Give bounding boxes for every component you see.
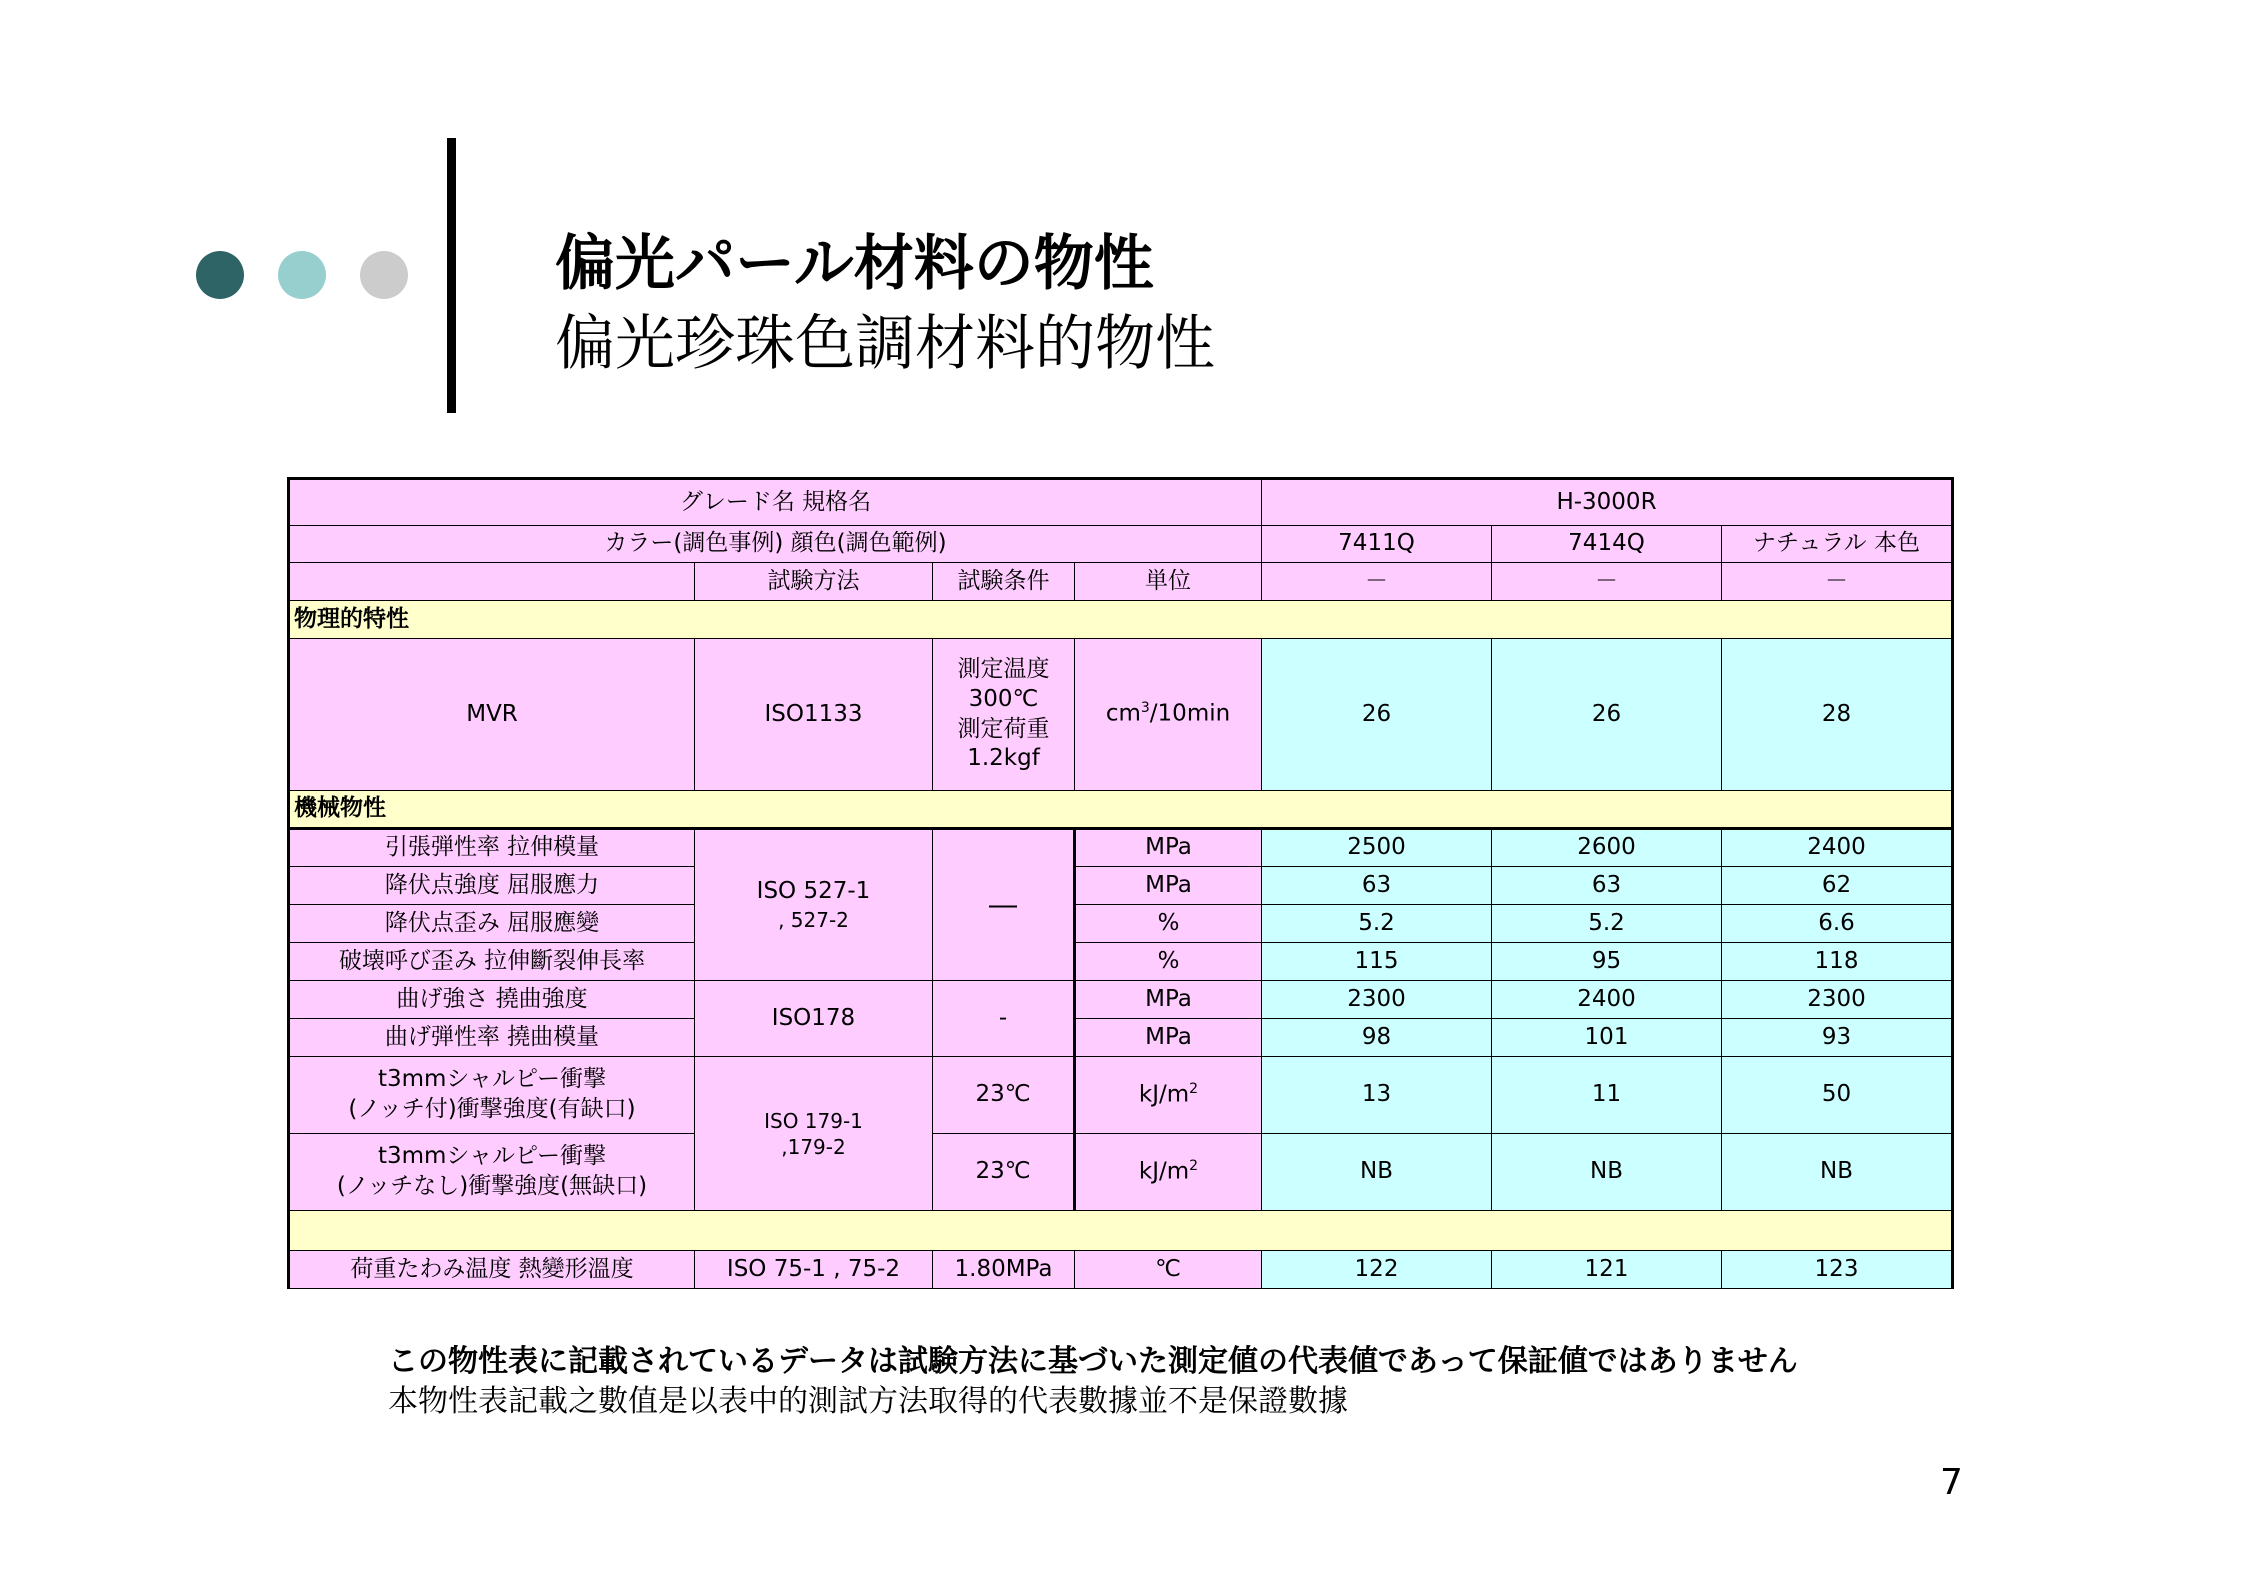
grade-value: H-3000R xyxy=(1262,479,1953,526)
value: 118 xyxy=(1722,943,1953,981)
value: 62 xyxy=(1722,867,1953,905)
grade-label: グレード名 規格名 xyxy=(289,479,1262,526)
flex-method: ISO178 xyxy=(695,981,933,1057)
unit: MPa xyxy=(1075,829,1262,867)
mvr-value: 28 xyxy=(1722,639,1953,791)
unit: $kJ/m^2$ xyxy=(1075,1134,1262,1211)
property-name: 曲げ弾性率 撓曲模量 xyxy=(289,1019,695,1057)
tensile-method: ISO 527-1 , 527-2 xyxy=(695,829,933,981)
value: 123 xyxy=(1722,1251,1953,1289)
mvr-unit: $cm^3/10\min$ xyxy=(1075,639,1262,791)
value: NB xyxy=(1492,1134,1722,1211)
section-mechanical: 機械物性 xyxy=(289,791,1953,829)
header-dash: － xyxy=(1722,563,1953,601)
header-empty xyxy=(289,563,695,601)
header-unit: 単位 xyxy=(1075,563,1262,601)
unit: $kJ/m^2$ xyxy=(1075,1057,1262,1134)
section-physical: 物理的特性 xyxy=(289,601,1953,639)
condition-line: 300℃ xyxy=(968,685,1039,712)
charpy-condition: 23℃ xyxy=(933,1134,1075,1211)
header-dash: － xyxy=(1262,563,1492,601)
property-name: 降伏点歪み 屈服應變 xyxy=(289,905,695,943)
condition-line: 測定温度 xyxy=(957,655,1050,682)
condition-line: 1.2kgf xyxy=(967,745,1040,772)
unit: MPa xyxy=(1075,981,1262,1019)
value: 95 xyxy=(1492,943,1722,981)
mvr-condition xyxy=(933,639,1075,791)
charpy-method: ISO 179-1 ,179-2 xyxy=(695,1057,933,1211)
value: 101 xyxy=(1492,1019,1722,1057)
color-value: 7414Q xyxy=(1492,526,1722,563)
value: 63 xyxy=(1262,867,1492,905)
bullet-dot-gray xyxy=(360,251,408,299)
title-japanese: 偏光パール材料の物性 xyxy=(555,229,1154,299)
property-name: 破壊呼び歪み 拉伸斷裂伸長率 xyxy=(289,943,695,981)
value: 6.6 xyxy=(1722,905,1953,943)
unit: MPa xyxy=(1075,1019,1262,1057)
disclaimer-chinese: 本物性表記載之數值是以表中的測試方法取得的代表數據並不是保證數據 xyxy=(388,1384,1348,1419)
value: 93 xyxy=(1722,1019,1953,1057)
header-dash: － xyxy=(1492,563,1722,601)
properties-table xyxy=(287,477,1954,1289)
value: 122 xyxy=(1262,1251,1492,1289)
value: NB xyxy=(1722,1134,1953,1211)
value: 13 xyxy=(1262,1057,1492,1134)
hdt-condition: 1.80MPa xyxy=(933,1251,1075,1289)
condition-line: 測定荷重 xyxy=(957,715,1050,742)
unit: % xyxy=(1075,943,1262,981)
header-method: 試験方法 xyxy=(695,563,933,601)
value: 98 xyxy=(1262,1019,1492,1057)
color-label: カラー(調色事例) 顔色(調色範例) xyxy=(289,526,1262,563)
value: 63 xyxy=(1492,867,1722,905)
value: 2300 xyxy=(1722,981,1953,1019)
property-name: 荷重たわみ温度 熱變形溫度 xyxy=(289,1251,695,1289)
value: 11 xyxy=(1492,1057,1722,1134)
color-value: 7411Q xyxy=(1262,526,1492,563)
value: 121 xyxy=(1492,1251,1722,1289)
property-name: t3mmシャルピー衝撃 (ノッチなし)衝撃強度(無缺口) xyxy=(289,1134,695,1211)
flex-condition: - xyxy=(933,981,1075,1057)
value: 5.2 xyxy=(1492,905,1722,943)
unit: % xyxy=(1075,905,1262,943)
bullet-dot-light xyxy=(278,251,326,299)
charpy-condition: 23℃ xyxy=(933,1057,1075,1134)
disclaimer-japanese: この物性表に記載されているデータは試験方法に基づいた測定値の代表値であって保証値ではありません xyxy=(388,1344,1798,1379)
property-name: t3mmシャルピー衝撃 (ノッチ付)衝撃強度(有缺口) xyxy=(289,1057,695,1134)
color-value: ナチュラル 本色 xyxy=(1722,526,1953,563)
value: 2400 xyxy=(1492,981,1722,1019)
title-chinese: 偏光珍珠色調材料的物性 xyxy=(555,309,1215,379)
bullet-dot-dark xyxy=(196,251,244,299)
header-condition: 試験条件 xyxy=(933,563,1075,601)
value: 2400 xyxy=(1722,829,1953,867)
value: 2300 xyxy=(1262,981,1492,1019)
value: 50 xyxy=(1722,1057,1953,1134)
unit: MPa xyxy=(1075,867,1262,905)
value: 2600 xyxy=(1492,829,1722,867)
property-name: 引張弾性率 拉伸模量 xyxy=(289,829,695,867)
property-name: 曲げ強さ 撓曲強度 xyxy=(289,981,695,1019)
tensile-condition: ― xyxy=(933,829,1075,981)
mvr-value: 26 xyxy=(1492,639,1722,791)
value: NB xyxy=(1262,1134,1492,1211)
page-number: 7 xyxy=(1940,1462,1963,1503)
unit: ℃ xyxy=(1075,1251,1262,1289)
value: 115 xyxy=(1262,943,1492,981)
value: 2500 xyxy=(1262,829,1492,867)
value: 5.2 xyxy=(1262,905,1492,943)
title-divider xyxy=(447,138,456,413)
section-blank xyxy=(289,1211,1953,1251)
property-name: 降伏点強度 屈服應力 xyxy=(289,867,695,905)
hdt-method: ISO 75-1 , 75-2 xyxy=(695,1251,933,1289)
mvr-name: MVR xyxy=(289,639,695,791)
mvr-method: ISO1133 xyxy=(695,639,933,791)
mvr-value: 26 xyxy=(1262,639,1492,791)
